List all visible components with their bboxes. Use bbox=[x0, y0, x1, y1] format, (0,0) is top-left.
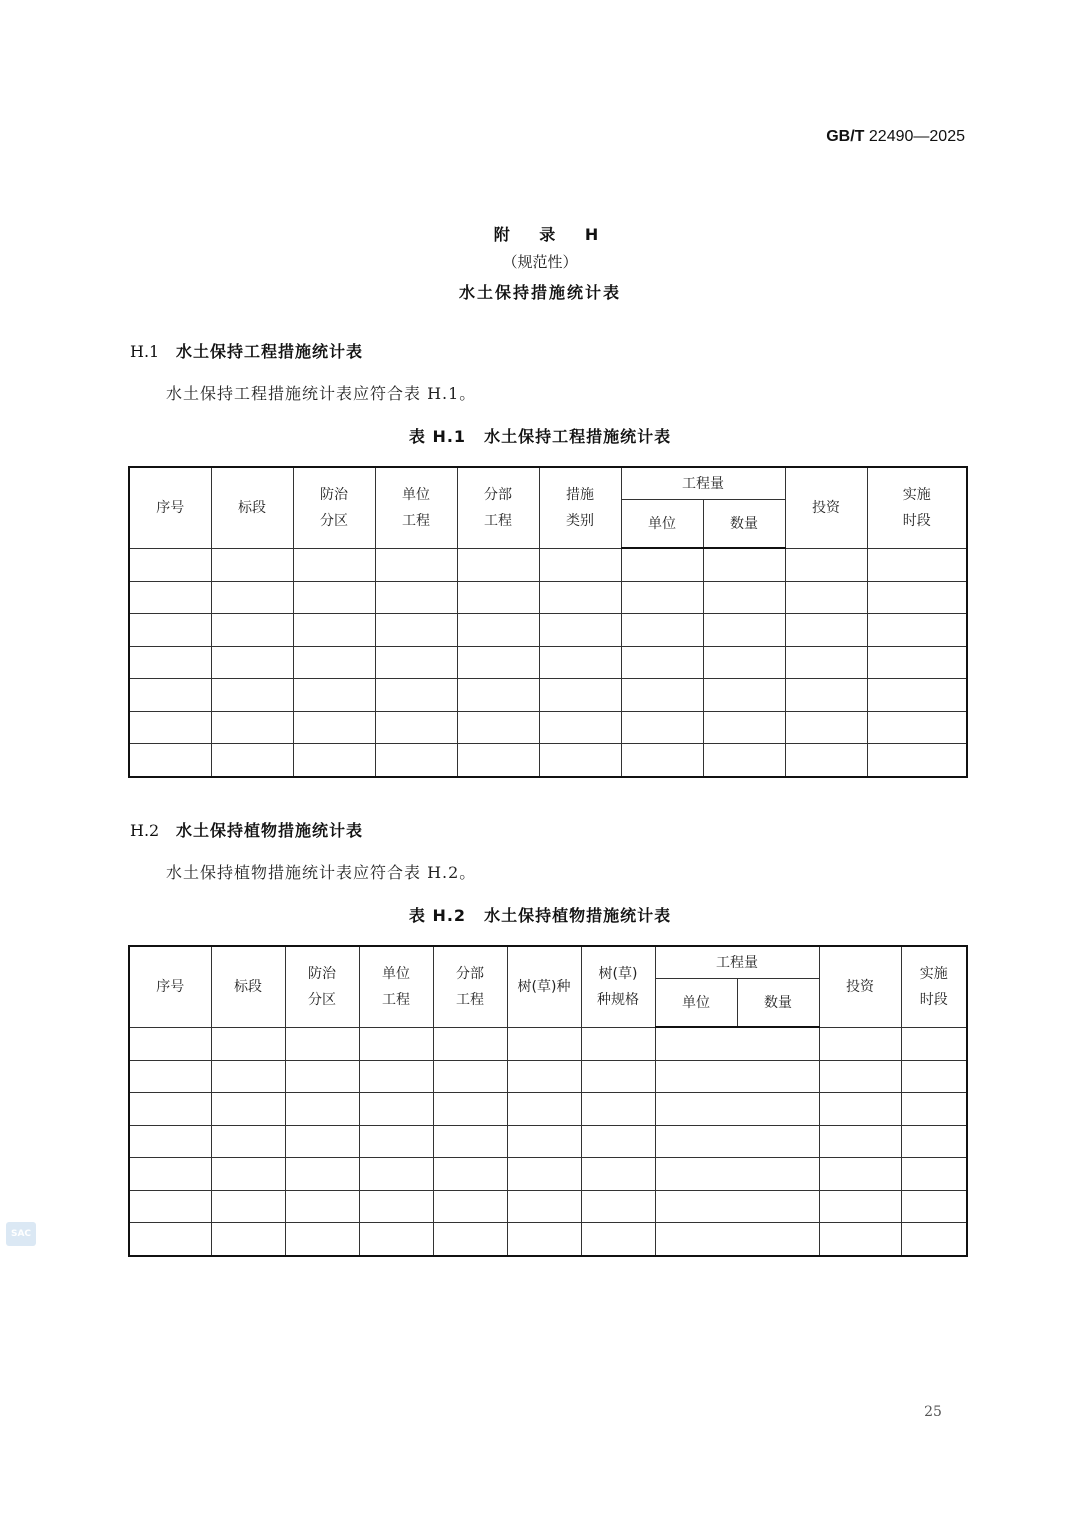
table-cell[interactable] bbox=[129, 679, 211, 712]
table-cell[interactable] bbox=[457, 614, 539, 647]
table-cell[interactable] bbox=[359, 1125, 433, 1158]
appendix-title: 附 录 H bbox=[493, 225, 611, 244]
table-cell[interactable] bbox=[539, 744, 621, 777]
table-cell[interactable] bbox=[359, 1223, 433, 1256]
table-cell[interactable] bbox=[867, 614, 967, 647]
section-paragraph-h1: 水土保持工程措施统计表应符合表 H.1。 bbox=[166, 384, 477, 403]
table-caption-h2 bbox=[0, 903, 1080, 926]
table-cell[interactable] bbox=[581, 1223, 655, 1256]
section-number: H.2 bbox=[130, 821, 160, 840]
table-row bbox=[129, 581, 967, 614]
table-cell[interactable] bbox=[785, 581, 867, 614]
table-cell[interactable] bbox=[703, 646, 785, 679]
table-cell[interactable] bbox=[655, 1158, 819, 1191]
header-period: 实施 时段 bbox=[867, 467, 967, 548]
caption-title: 水土保持工程措施统计表 bbox=[484, 427, 672, 446]
table-cell[interactable] bbox=[293, 711, 375, 744]
table-row bbox=[129, 1060, 967, 1093]
table-cell[interactable] bbox=[375, 548, 457, 581]
table-cell[interactable] bbox=[539, 679, 621, 712]
table-cell[interactable] bbox=[507, 1093, 581, 1126]
table-cell[interactable] bbox=[375, 711, 457, 744]
table-row bbox=[129, 711, 967, 744]
table-cell[interactable] bbox=[581, 1125, 655, 1158]
caption-title: 水土保持植物措施统计表 bbox=[484, 906, 672, 925]
header-investment: 投资 bbox=[785, 467, 867, 548]
table-cell[interactable] bbox=[211, 744, 293, 777]
table-row bbox=[129, 646, 967, 679]
table-cell[interactable] bbox=[507, 1060, 581, 1093]
table-cell[interactable] bbox=[129, 711, 211, 744]
table-cell[interactable] bbox=[655, 1027, 819, 1060]
table-cell[interactable] bbox=[129, 1190, 211, 1223]
table-cell[interactable] bbox=[211, 548, 293, 581]
table-cell[interactable] bbox=[819, 1158, 901, 1191]
table-cell[interactable] bbox=[359, 1027, 433, 1060]
table-cell[interactable] bbox=[285, 1190, 359, 1223]
table-cell[interactable] bbox=[433, 1027, 507, 1060]
table-cell[interactable] bbox=[211, 646, 293, 679]
sac-watermark-logo: SAC bbox=[6, 1222, 36, 1246]
header-amount: 数量 bbox=[737, 979, 819, 1028]
table-cell[interactable] bbox=[901, 1158, 967, 1191]
header-quantity-group: 工程量 bbox=[621, 467, 785, 500]
table-cell[interactable] bbox=[293, 581, 375, 614]
caption-number: 表 H.2 bbox=[408, 906, 467, 925]
table-cell[interactable] bbox=[129, 1158, 211, 1191]
table-cell[interactable] bbox=[129, 581, 211, 614]
table-cell[interactable] bbox=[621, 744, 703, 777]
table-cell[interactable] bbox=[621, 581, 703, 614]
table-cell[interactable] bbox=[285, 1125, 359, 1158]
table-row bbox=[129, 1093, 967, 1126]
table-cell[interactable] bbox=[621, 711, 703, 744]
table-cell[interactable] bbox=[901, 1093, 967, 1126]
table-cell[interactable] bbox=[375, 679, 457, 712]
table-cell[interactable] bbox=[457, 744, 539, 777]
table-cell[interactable] bbox=[819, 1093, 901, 1126]
section-title: 水土保持植物措施统计表 bbox=[176, 821, 364, 840]
header-period: 实施 时段 bbox=[901, 946, 967, 1027]
page-number: 25 bbox=[924, 1404, 942, 1420]
table-cell[interactable] bbox=[819, 1223, 901, 1256]
header-species-spec: 树(草) 种规格 bbox=[581, 946, 655, 1027]
section-paragraph-h2: 水土保持植物措施统计表应符合表 H.2。 bbox=[166, 863, 477, 882]
table-cell[interactable] bbox=[507, 1190, 581, 1223]
table-cell[interactable] bbox=[457, 548, 539, 581]
table-cell[interactable] bbox=[819, 1060, 901, 1093]
table-cell[interactable] bbox=[211, 1190, 285, 1223]
doc-number: 22490—2025 bbox=[868, 128, 965, 145]
appendix-nature: （规范性） bbox=[502, 253, 578, 271]
table-cell[interactable] bbox=[621, 614, 703, 647]
table-cell[interactable] bbox=[785, 679, 867, 712]
table-cell[interactable] bbox=[655, 1190, 819, 1223]
document-code bbox=[780, 128, 965, 146]
header-zone: 防治 分区 bbox=[293, 467, 375, 548]
table-cell[interactable] bbox=[375, 744, 457, 777]
table-cell[interactable] bbox=[901, 1027, 967, 1060]
table-cell[interactable] bbox=[433, 1190, 507, 1223]
table-cell[interactable] bbox=[129, 1093, 211, 1126]
table-cell[interactable] bbox=[867, 646, 967, 679]
doc-prefix: GB/T bbox=[826, 128, 865, 145]
table-cell[interactable] bbox=[703, 711, 785, 744]
header-quantity-group: 工程量 bbox=[655, 946, 819, 979]
table-cell[interactable] bbox=[359, 1060, 433, 1093]
table-cell[interactable] bbox=[581, 1027, 655, 1060]
table-cell[interactable] bbox=[375, 646, 457, 679]
table-cell[interactable] bbox=[703, 581, 785, 614]
table-cell[interactable] bbox=[867, 744, 967, 777]
table-row bbox=[129, 744, 967, 777]
table-cell[interactable] bbox=[211, 1060, 285, 1093]
header-unit: 单位 bbox=[621, 500, 703, 549]
table-cell[interactable] bbox=[211, 1223, 285, 1256]
table-cell[interactable] bbox=[703, 548, 785, 581]
table-cell[interactable] bbox=[901, 1125, 967, 1158]
table-cell[interactable] bbox=[819, 1125, 901, 1158]
table-cell[interactable] bbox=[539, 711, 621, 744]
table-cell[interactable] bbox=[211, 679, 293, 712]
header-section: 标段 bbox=[211, 467, 293, 548]
table-cell[interactable] bbox=[655, 1093, 819, 1126]
table-cell[interactable] bbox=[129, 744, 211, 777]
table-cell[interactable] bbox=[785, 548, 867, 581]
table-caption-h1 bbox=[0, 424, 1080, 447]
table-cell[interactable] bbox=[293, 614, 375, 647]
appendix-name: 水土保持措施统计表 bbox=[458, 283, 621, 302]
table-cell[interactable] bbox=[867, 679, 967, 712]
table-cell[interactable] bbox=[433, 1060, 507, 1093]
header-species: 树(草)种 bbox=[507, 946, 581, 1027]
table-cell[interactable] bbox=[293, 548, 375, 581]
header-sub-project: 分部 工程 bbox=[457, 467, 539, 548]
table-row bbox=[129, 614, 967, 647]
table-h2 bbox=[128, 945, 968, 1257]
table-cell[interactable] bbox=[285, 1158, 359, 1191]
header-unit-project: 单位 工程 bbox=[359, 946, 433, 1027]
header-zone: 防治 分区 bbox=[285, 946, 359, 1027]
table-cell[interactable] bbox=[581, 1190, 655, 1223]
caption-number: 表 H.1 bbox=[408, 427, 467, 446]
table-row bbox=[129, 1158, 967, 1191]
header-unit: 单位 bbox=[655, 979, 737, 1028]
table-cell[interactable] bbox=[867, 711, 967, 744]
table-cell[interactable] bbox=[285, 1060, 359, 1093]
table-cell[interactable] bbox=[375, 581, 457, 614]
table-cell[interactable] bbox=[293, 646, 375, 679]
table-cell[interactable] bbox=[621, 646, 703, 679]
table-cell[interactable] bbox=[129, 1060, 211, 1093]
table-cell[interactable] bbox=[211, 1093, 285, 1126]
table-cell[interactable] bbox=[581, 1093, 655, 1126]
table-cell[interactable] bbox=[621, 679, 703, 712]
header-section: 标段 bbox=[211, 946, 285, 1027]
table-cell[interactable] bbox=[211, 581, 293, 614]
table-h1 bbox=[128, 466, 968, 778]
table-cell[interactable] bbox=[457, 711, 539, 744]
table-cell[interactable] bbox=[819, 1190, 901, 1223]
table-cell[interactable] bbox=[211, 1158, 285, 1191]
table-cell[interactable] bbox=[457, 646, 539, 679]
header-amount: 数量 bbox=[703, 500, 785, 549]
table-cell[interactable] bbox=[285, 1093, 359, 1126]
table-row bbox=[129, 1027, 967, 1060]
table-cell[interactable] bbox=[581, 1060, 655, 1093]
table-cell[interactable] bbox=[433, 1125, 507, 1158]
table-cell[interactable] bbox=[655, 1223, 819, 1256]
table-cell[interactable] bbox=[785, 711, 867, 744]
table-row bbox=[129, 679, 967, 712]
table-cell[interactable] bbox=[655, 1060, 819, 1093]
table-cell[interactable] bbox=[539, 646, 621, 679]
table-cell[interactable] bbox=[129, 1223, 211, 1256]
table-row bbox=[129, 1190, 967, 1223]
table-cell[interactable] bbox=[703, 614, 785, 647]
table-cell[interactable] bbox=[819, 1027, 901, 1060]
table-cell[interactable] bbox=[581, 1158, 655, 1191]
header-sub-project: 分部 工程 bbox=[433, 946, 507, 1027]
table-cell[interactable] bbox=[433, 1093, 507, 1126]
table-cell[interactable] bbox=[129, 614, 211, 647]
table-cell[interactable] bbox=[129, 1027, 211, 1060]
table-cell[interactable] bbox=[211, 711, 293, 744]
table-cell[interactable] bbox=[621, 548, 703, 581]
table-cell[interactable] bbox=[539, 581, 621, 614]
header-unit-project: 单位 工程 bbox=[375, 467, 457, 548]
header-measure-type: 措施 类别 bbox=[539, 467, 621, 548]
table-cell[interactable] bbox=[457, 679, 539, 712]
table-cell[interactable] bbox=[507, 1027, 581, 1060]
table-cell[interactable] bbox=[785, 744, 867, 777]
table-cell[interactable] bbox=[901, 1060, 967, 1093]
table-cell[interactable] bbox=[507, 1125, 581, 1158]
header-investment: 投资 bbox=[819, 946, 901, 1027]
table-cell[interactable] bbox=[129, 548, 211, 581]
table-cell[interactable] bbox=[655, 1125, 819, 1158]
table-row bbox=[129, 548, 967, 581]
table-cell[interactable] bbox=[129, 646, 211, 679]
table-cell[interactable] bbox=[703, 744, 785, 777]
table-cell[interactable] bbox=[293, 679, 375, 712]
table-cell[interactable] bbox=[211, 1027, 285, 1060]
table-row bbox=[129, 1223, 967, 1256]
table-cell[interactable] bbox=[507, 1158, 581, 1191]
header-seq: 序号 bbox=[129, 467, 211, 548]
table-cell[interactable] bbox=[129, 1125, 211, 1158]
section-heading-h2 bbox=[130, 818, 363, 841]
table-cell[interactable] bbox=[211, 614, 293, 647]
table-cell[interactable] bbox=[359, 1158, 433, 1191]
table-cell[interactable] bbox=[457, 581, 539, 614]
section-title: 水土保持工程措施统计表 bbox=[176, 342, 364, 361]
table-cell[interactable] bbox=[785, 646, 867, 679]
table-cell[interactable] bbox=[211, 1125, 285, 1158]
table-cell[interactable] bbox=[359, 1093, 433, 1126]
table-cell[interactable] bbox=[375, 614, 457, 647]
table-cell[interactable] bbox=[433, 1223, 507, 1256]
table-cell[interactable] bbox=[901, 1223, 967, 1256]
header-seq: 序号 bbox=[129, 946, 211, 1027]
table-cell[interactable] bbox=[507, 1223, 581, 1256]
table-cell[interactable] bbox=[285, 1223, 359, 1256]
table-cell[interactable] bbox=[901, 1190, 967, 1223]
section-heading-h1 bbox=[130, 339, 363, 362]
table-cell[interactable] bbox=[539, 548, 621, 581]
table-cell[interactable] bbox=[293, 744, 375, 777]
section-number: H.1 bbox=[130, 342, 160, 361]
table-cell[interactable] bbox=[359, 1190, 433, 1223]
table-cell[interactable] bbox=[867, 548, 967, 581]
table-cell[interactable] bbox=[285, 1027, 359, 1060]
table-cell[interactable] bbox=[703, 679, 785, 712]
table-cell[interactable] bbox=[785, 614, 867, 647]
table-cell[interactable] bbox=[539, 614, 621, 647]
table-cell[interactable] bbox=[867, 581, 967, 614]
table-cell[interactable] bbox=[433, 1158, 507, 1191]
table-row bbox=[129, 1125, 967, 1158]
